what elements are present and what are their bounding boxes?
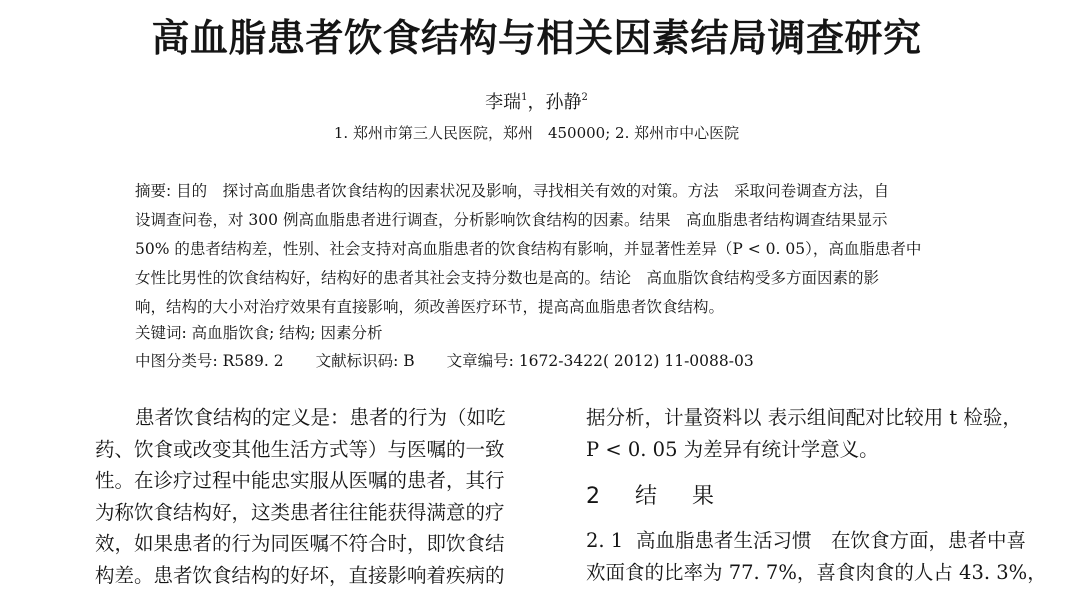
subsection-line: [586, 525, 1036, 557]
body-line: 欢面食的比率为 77. 7%，喜食肉食的人占 43. 3%，: [586, 560, 1047, 584]
keywords-line: 关键词: 高血脂饮食; 结构; 因素分析: [135, 324, 383, 342]
abstract-line: [135, 177, 1000, 206]
body-line: 效，如果患者的行为同医嘱不符合时，即饮食结: [95, 532, 505, 555]
classification-line: [135, 347, 754, 376]
body-line: 药、饮食或改变其他生活方式等）与医嘱的一致: [95, 437, 505, 461]
body-column-left: [95, 402, 547, 591]
body-line: 性。在诊疗过程中能忠实服从医嘱的患者，其行: [95, 469, 505, 492]
author-name: 李瑞: [485, 92, 522, 113]
author-name: 孙静: [545, 92, 582, 113]
abstract-text: 目的 探讨高血脂患者饮食结构的因素状况及影响，寻找相关有效的对策。方法 采取问卷调查方法，自: [171, 182, 890, 200]
affiliation-line: 1. 郑州市第三人民医院，郑州 450000; 2. 郑州市中心医院: [333, 124, 740, 142]
author-line: [0, 91, 1073, 115]
author-separator: ，: [527, 92, 546, 113]
author-affiliation-mark: 2: [581, 92, 588, 103]
clc-number: 中图分类号: R589. 2: [135, 352, 284, 370]
abstract-label: 摘要:: [135, 182, 172, 200]
document-code: 文献标识码: B: [315, 352, 415, 370]
section-heading: 2 结 果: [586, 484, 728, 509]
body-line: 患者饮食结构的定义是：患者的行为（如吃: [135, 406, 506, 429]
paper-title: 高血脂患者饮食结构与相关因素结局调查研究: [151, 16, 922, 60]
abstract-line: 设调查问卷，对 300 例高血脂患者进行调查，分析影响饮食结构的因素。结果 高血脂患者结构调查结果显示: [135, 211, 888, 229]
body-line: 为称饮食结构好，这类患者往往能获得满意的疗: [95, 500, 505, 524]
abstract-line: 响，结构的大小对治疗效果有直接影响，须改善医疗环节，提高高血脂患者饮食结构。: [135, 298, 725, 316]
abstract: [135, 177, 1000, 322]
body-line: 构差。患者饮食结构的好坏，直接影响着疾病的: [95, 563, 505, 587]
abstract-line: 女性比男性的饮食结构好，结构好的患者其社会支持分数也是高的。结论 高血脂饮食结构受多方面因素的影: [135, 269, 880, 287]
abstract-line: 50% 的患者结构差，性别、社会支持对高血脂患者的饮食结构有影响，并显著性差异（P < 0. 05），高血脂患者中: [135, 240, 922, 258]
author-affiliation-mark: 1: [521, 92, 528, 103]
subsection-text: 高血脂患者生活习惯 在饮食方面，患者中喜: [636, 529, 1027, 552]
body-line: 据分析，计量资料以 表示组间配对比较用 t 检验，: [586, 406, 1022, 429]
body-column-right: [586, 402, 1047, 588]
article-number: 文章编号: 1672-3422( 2012) 11-0088-03: [446, 352, 754, 370]
subsection-number: 2. 1: [586, 529, 624, 552]
body-line: P < 0. 05 为差异有统计学意义。: [586, 437, 879, 461]
